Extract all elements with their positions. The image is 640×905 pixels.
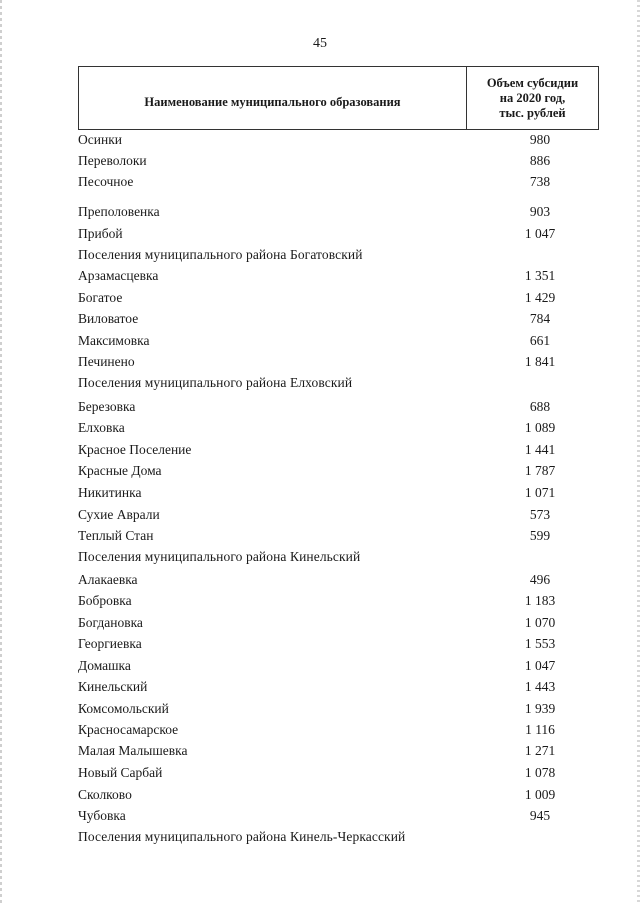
subsidy-value: 1 183 xyxy=(524,593,556,608)
municipality-name: Переволоки xyxy=(78,153,147,168)
subsidy-value: 980 xyxy=(529,132,551,147)
municipality-name: Максимовка xyxy=(78,333,150,348)
district-group-name: Поселения муниципального района Кинель-Черкасский xyxy=(78,829,406,844)
table-row xyxy=(78,352,599,372)
municipality-name: Бобровка xyxy=(78,593,132,608)
municipality-name: Сколково xyxy=(78,787,132,802)
table-row xyxy=(78,699,599,719)
subsidy-value: 1 089 xyxy=(524,420,556,435)
district-group-name: Поселения муниципального района Кинельский xyxy=(78,549,361,564)
table-row xyxy=(78,656,599,676)
subsidy-value: 738 xyxy=(529,174,551,189)
page-number: 45 xyxy=(313,36,327,51)
municipality-name: Алакаевка xyxy=(78,572,138,587)
group-row xyxy=(78,373,599,393)
municipality-name: Новый Сарбай xyxy=(78,765,163,780)
table-row xyxy=(78,720,599,740)
subsidy-value: 496 xyxy=(529,572,551,587)
municipality-name: Березовка xyxy=(78,399,136,414)
table-row xyxy=(78,172,599,192)
municipality-name: Елховка xyxy=(78,420,125,435)
municipality-name: Комсомольский xyxy=(78,701,169,716)
table-row xyxy=(78,151,599,171)
table-row xyxy=(78,634,599,654)
table-row xyxy=(78,570,599,590)
municipality-name: Георгиевка xyxy=(78,636,142,651)
header-municipality-name: Наименование муниципального образования xyxy=(144,94,401,109)
subsidy-value: 688 xyxy=(529,399,551,414)
table-row xyxy=(78,461,599,481)
table-row xyxy=(78,331,599,351)
subsidy-value: 599 xyxy=(529,528,551,543)
subsidy-value: 903 xyxy=(529,204,551,219)
municipality-name: Арзамасцевка xyxy=(78,268,159,283)
subsidy-value: 1 078 xyxy=(524,765,556,780)
municipality-name: Никитинка xyxy=(78,485,142,500)
subsidy-value: 1 351 xyxy=(524,268,556,283)
municipality-name: Песочное xyxy=(78,174,134,189)
table-row xyxy=(78,785,599,805)
table-row xyxy=(78,202,599,222)
subsidy-value: 661 xyxy=(529,333,551,348)
table-row xyxy=(78,613,599,633)
subsidy-value: 1 939 xyxy=(524,701,556,716)
subsidy-value: 1 070 xyxy=(524,615,556,630)
municipality-name: Богдановка xyxy=(78,615,143,630)
table-row xyxy=(78,288,599,308)
municipality-name: Домашка xyxy=(78,658,131,673)
municipality-name: Прибой xyxy=(78,226,123,241)
subsidy-value: 1 441 xyxy=(524,442,556,457)
subsidy-value: 784 xyxy=(529,311,551,326)
table-row xyxy=(78,526,599,546)
table-row xyxy=(78,224,599,244)
subsidy-value: 1 787 xyxy=(524,463,556,478)
group-row xyxy=(78,245,599,265)
table-row xyxy=(78,130,599,150)
subsidy-value: 1 443 xyxy=(524,679,556,694)
subsidy-value: 1 429 xyxy=(524,290,556,305)
district-group-name: Поселения муниципального района Елховский xyxy=(78,375,353,390)
subsidy-value: 1 553 xyxy=(524,636,556,651)
table-row xyxy=(78,440,599,460)
header-subsidy-amount: Объем субсидии на 2020 год, тыс. рублей xyxy=(466,67,598,129)
subsidy-value: 1 071 xyxy=(524,485,556,500)
group-row xyxy=(78,827,599,847)
table-row xyxy=(78,483,599,503)
table-row xyxy=(78,677,599,697)
subsidy-value: 945 xyxy=(529,808,551,823)
table-row xyxy=(78,309,599,329)
municipality-name: Богатое xyxy=(78,290,123,305)
group-row xyxy=(78,547,599,567)
subsidy-value: 1 009 xyxy=(524,787,556,802)
municipality-name: Чубовка xyxy=(78,808,126,823)
subsidy-value: 1 047 xyxy=(524,226,556,241)
table-row xyxy=(78,505,599,525)
municipality-name: Красное Поселение xyxy=(78,442,192,457)
municipality-name: Печинено xyxy=(78,354,135,369)
municipality-name: Теплый Стан xyxy=(78,528,154,543)
subsidy-value: 886 xyxy=(529,153,551,168)
municipality-name: Красные Дома xyxy=(78,463,162,478)
subsidy-value: 573 xyxy=(529,507,551,522)
municipality-name: Осинки xyxy=(78,132,122,147)
municipality-name: Малая Малышевка xyxy=(78,743,188,758)
subsidy-value: 1 841 xyxy=(524,354,556,369)
table-row xyxy=(78,741,599,761)
table-row xyxy=(78,806,599,826)
district-group-name: Поселения муниципального района Богатовский xyxy=(78,247,363,262)
table-row xyxy=(78,591,599,611)
table-row xyxy=(78,418,599,438)
municipality-name: Красносамарское xyxy=(78,722,179,737)
municipality-name: Кинельский xyxy=(78,679,148,694)
subsidy-value: 1 271 xyxy=(524,743,556,758)
municipality-name: Сухие Аврали xyxy=(78,507,160,522)
table-row xyxy=(78,763,599,783)
municipality-name: Виловатое xyxy=(78,311,139,326)
subsidy-value: 1 047 xyxy=(524,658,556,673)
municipality-name: Преполовенка xyxy=(78,204,160,219)
subsidy-value: 1 116 xyxy=(525,722,555,737)
table-row xyxy=(78,397,599,417)
table-row xyxy=(78,266,599,286)
